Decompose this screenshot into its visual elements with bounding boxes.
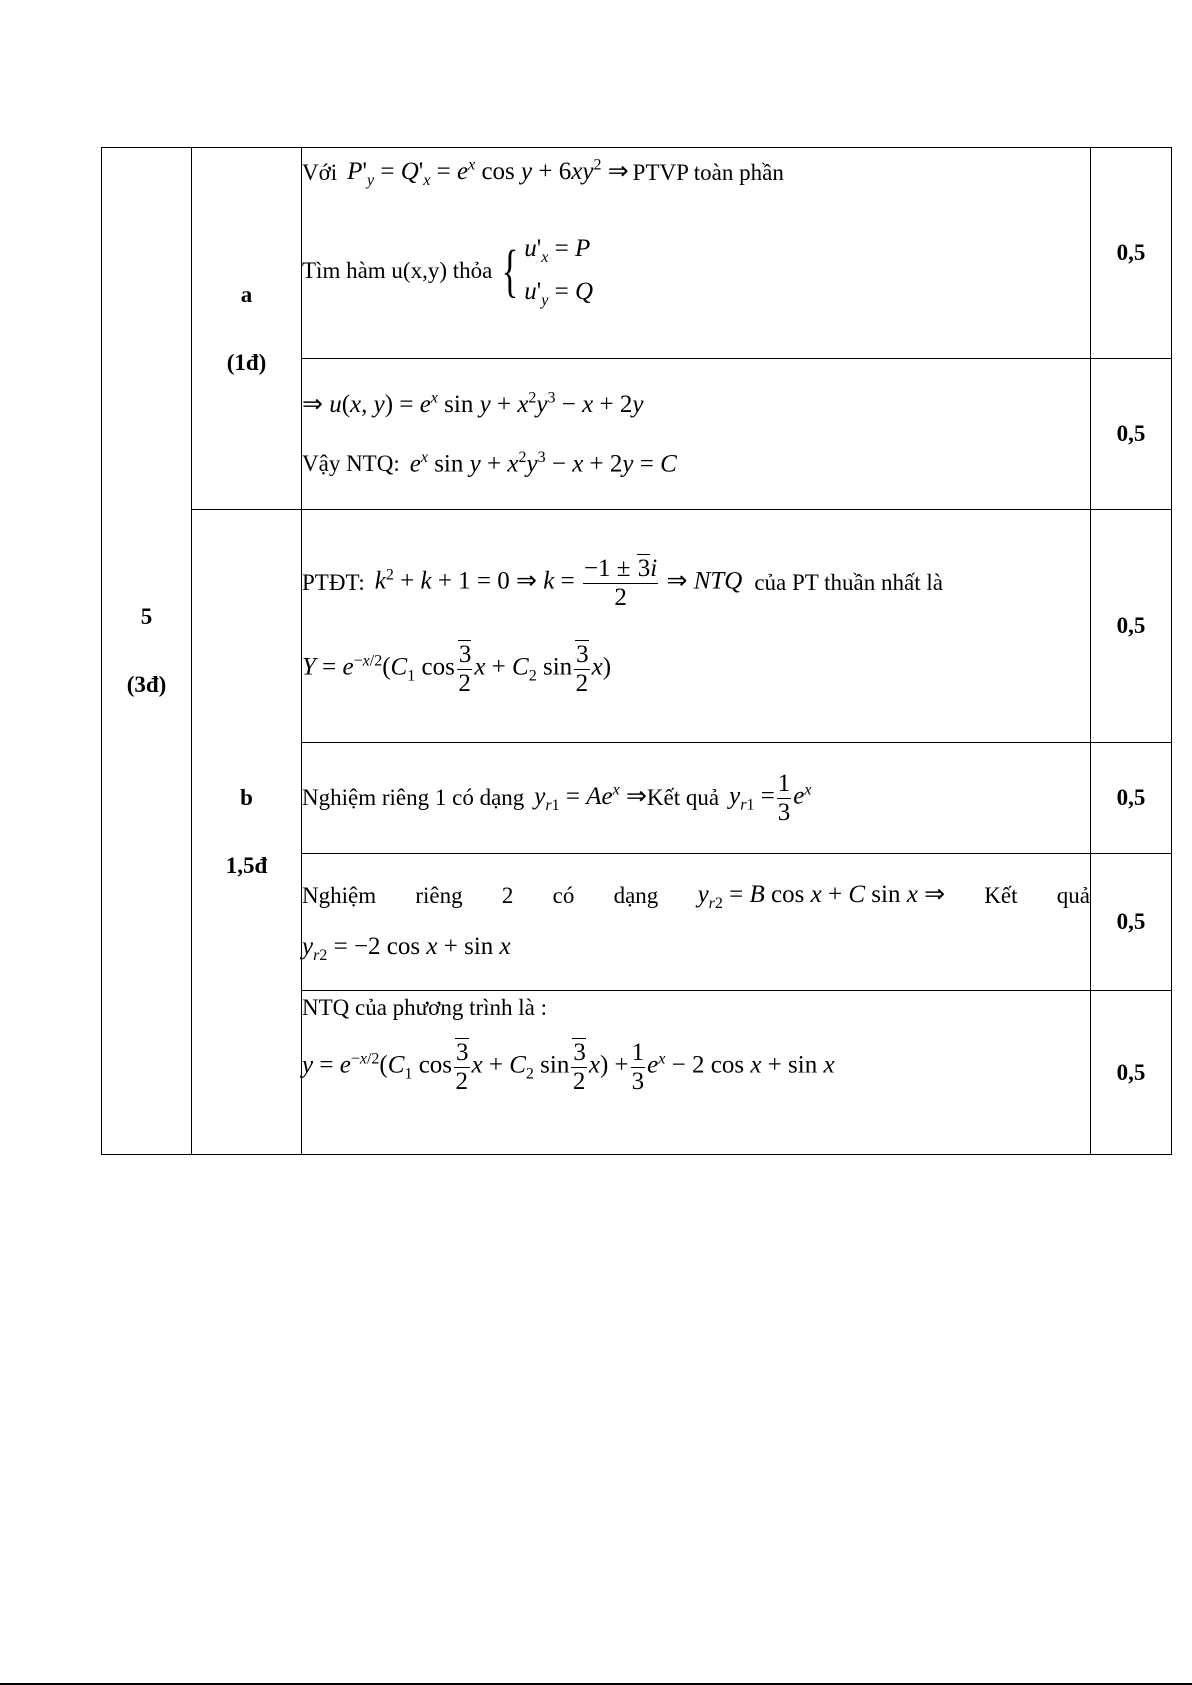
characteristic-label: PTĐT: bbox=[302, 570, 365, 595]
particular-2-word: Nghiệm bbox=[302, 883, 377, 908]
intro-text: Với bbox=[302, 160, 338, 185]
particular-2-word: riêng bbox=[415, 883, 463, 908]
step-particular-1 bbox=[302, 743, 1091, 854]
homogeneous-solution: $Y = e^{-x/2}(C_1$ cos $\frac{3}{2}$ $x + C_2$ sin $\frac{3}{2}$ x) bbox=[302, 641, 612, 697]
score-1: 0,5 bbox=[1091, 148, 1172, 359]
step-characteristic bbox=[302, 510, 1091, 743]
system-equations: $u'_x = P$ $u'_y = Q$ bbox=[524, 235, 593, 310]
general-integral: $e^x$ $\sin y + x^2y^3 - x + 2y = C$ bbox=[409, 449, 677, 478]
part-b-label: b bbox=[240, 785, 253, 811]
particular-1-result-label: Kết quả bbox=[646, 785, 720, 810]
score-6: 0,5 bbox=[1091, 991, 1172, 1155]
particular-2-result-word: Kết bbox=[984, 883, 1018, 908]
general-solution-text: NTQ của phương trình là : bbox=[302, 995, 547, 1020]
question-points: (3đ) bbox=[126, 672, 167, 697]
question-number: 5 bbox=[140, 604, 153, 630]
step-general-solution bbox=[302, 991, 1091, 1155]
particular-1-text: Nghiệm riêng 1 có dạng bbox=[302, 785, 525, 810]
particular-2-word: dạng bbox=[613, 883, 659, 908]
potential-formula: ⇒ u(x, $y) = e^x$ $\sin y + x^2y^3 - x + 2y$ bbox=[302, 390, 644, 419]
system-brace: { bbox=[501, 238, 519, 304]
find-text: Tìm hàm u(x,y) thỏa bbox=[302, 258, 493, 284]
answer-table bbox=[101, 147, 1172, 1155]
exactness-formula: $P'_y = Q'_x = e^x$ $\cos y + 6xy^2$ ⇒ bbox=[347, 156, 629, 189]
part-a-cell bbox=[192, 148, 302, 510]
particular-2-result-word: quả bbox=[1056, 883, 1090, 908]
exact-result: PTVP toàn phần bbox=[632, 160, 784, 185]
score-2: 0,5 bbox=[1091, 359, 1172, 510]
part-b-cell bbox=[192, 510, 302, 1155]
characteristic-tail: của PT thuần nhất là bbox=[754, 570, 943, 595]
particular-2-form: $y_{r2} = B$ cos x + C sin x ⇒ bbox=[697, 881, 946, 912]
score-5: 0,5 bbox=[1091, 854, 1172, 991]
particular-2-word: có bbox=[552, 883, 575, 908]
part-b-points: 1,5đ bbox=[225, 853, 268, 878]
particular-2-result: $y_{r2} = -2$ cos x + sin x bbox=[302, 933, 511, 964]
particular-1-form: $y_{r1} = Ae^x$ ⇒ bbox=[534, 781, 647, 814]
particular-1-result: $y_{r1}$ = $\frac{1}{3}$ $e^x$ bbox=[729, 770, 812, 826]
step-exactness bbox=[302, 148, 1091, 359]
score-3: 0,5 bbox=[1091, 510, 1172, 743]
part-a-points: (1đ) bbox=[226, 349, 267, 375]
particular-2-word: 2 bbox=[501, 883, 514, 908]
step-potential bbox=[302, 359, 1091, 510]
part-a-label: a bbox=[240, 281, 253, 307]
characteristic-formula: $k^2 + k + 1 = 0$ ⇒ k = $\frac{-1 \pm 3i}{2}$ ⇒ NTQ bbox=[374, 555, 743, 611]
general-solution-formula: $y = e^{-x/2}(C_1$ cos $\frac{3}{2}$ $x + C_2$ sin $\frac{3}{2}$ x) + $\frac{1}{3}$ $e^x - 2$ cos x + sin x bbox=[302, 1039, 835, 1095]
score-4: 0,5 bbox=[1091, 743, 1172, 854]
question-cell bbox=[102, 148, 192, 1155]
step-particular-2 bbox=[302, 854, 1091, 991]
conclusion-text: Vậy NTQ: bbox=[302, 450, 400, 476]
